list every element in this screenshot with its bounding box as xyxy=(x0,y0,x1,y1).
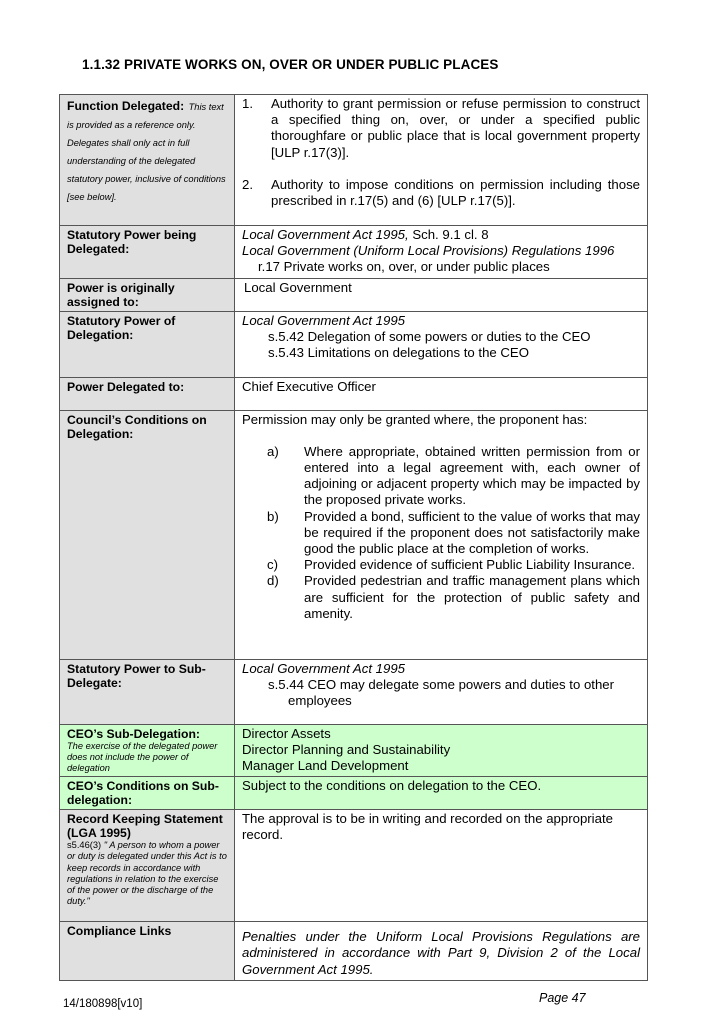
item-number: 1. xyxy=(242,96,253,111)
section-line-continued: employees xyxy=(288,693,352,709)
statutory-power-label: Statutory Power being Delegated: xyxy=(67,228,197,256)
list-item xyxy=(242,177,640,209)
value-cell xyxy=(235,659,648,724)
sub-delegation-note: The exercise of the delegated power does not include the power of delegation xyxy=(67,740,218,774)
delegated-to-value: Chief Executive Officer xyxy=(242,378,376,394)
sub-delegate-value: Director Assets xyxy=(242,725,331,741)
compliance-value: Penalties under the Uniform Local Provisions Regulations are administered in accordance with Part 9, Division 2 of the Local Government Act 1995. xyxy=(242,929,640,977)
item-text: Authority to impose conditions on permission including those prescribed in r.17(5) and (6) [ULP r.17(5)]. xyxy=(271,176,640,209)
regulations-line: Local Government (Uniform Local Provisions) Regulations 1996 xyxy=(242,243,615,259)
sub-delegation-label: CEO’s Sub-Delegation: xyxy=(67,726,200,741)
regulation-item: r.17 Private works on, over, or under public places xyxy=(258,259,550,275)
sub-conditions-value: Subject to the conditions on delegation to the CEO. xyxy=(242,778,542,794)
act-name: Local Government Act 1995, xyxy=(242,227,409,242)
sub-conditions-label: CEO’s Conditions on Sub-delegation: xyxy=(67,779,219,808)
value-cell xyxy=(235,95,648,226)
label-cell xyxy=(60,278,235,311)
record-keeping-note: " A person to whom a power or duty is delegated under this Act is to keep records in accordance with regulations in relation to the exercise of the power or the discharge of the duty." xyxy=(67,840,227,907)
list-item xyxy=(242,509,640,558)
value-cell xyxy=(235,810,648,922)
value-cell xyxy=(235,922,648,981)
act-section: Sch. 9.1 cl. 8 xyxy=(408,227,489,242)
row-ceo-sub-delegation xyxy=(60,724,648,777)
item-letter: d) xyxy=(267,573,279,589)
value-cell xyxy=(235,777,648,810)
row-record-keeping xyxy=(60,810,648,922)
act-line xyxy=(242,227,640,243)
function-note: This text is provided as a reference only. Delegates shall only act in full understanding of the delegated statutory power, inclusive of conditions [see below]. xyxy=(67,102,226,202)
section-line: s.5.42 Delegation of some powers or duties to the CEO xyxy=(268,328,591,344)
conditions-intro: Permission may only be granted where, the proponent has: xyxy=(242,411,588,427)
item-letter: c) xyxy=(267,557,278,573)
item-letter: a) xyxy=(267,443,279,459)
item-text: Authority to grant permission or refuse permission to construct a specified thing on, over, or under a specified public thoroughfare or public place that is local government property [ULP r.17(3)]. xyxy=(271,96,640,160)
row-function-delegated xyxy=(60,95,648,226)
record-keeping-ref: s5.46(3) xyxy=(67,840,104,851)
label-cell xyxy=(60,810,235,922)
record-keeping-value: The approval is to be in writing and recorded on the appropriate record. xyxy=(242,811,613,843)
label-cell xyxy=(60,226,235,279)
power-of-delegation-label: Statutory Power of Delegation: xyxy=(67,313,176,342)
row-council-conditions xyxy=(60,410,648,659)
act-name: Local Government Act 1995 xyxy=(242,660,405,676)
list-item xyxy=(242,96,640,161)
row-originally-assigned xyxy=(60,278,648,311)
sub-delegate-power-label: Statutory Power to Sub-Delegate: xyxy=(67,661,206,690)
record-keeping-label: Record Keeping Statement (LGA 1995) xyxy=(67,812,223,841)
sub-delegate-value: Manager Land Development xyxy=(242,758,409,774)
row-compliance-links xyxy=(60,922,648,981)
item-text: Provided pedestrian and traffic management plans which are sufficient for the protection of public safety and amenity. xyxy=(304,573,640,621)
row-delegated-to xyxy=(60,377,648,410)
label-cell xyxy=(60,777,235,810)
conditions-list xyxy=(242,444,640,622)
section-line: s.5.44 CEO may delegate some powers and duties to other xyxy=(268,676,614,692)
row-statutory-power xyxy=(60,226,648,279)
label-cell xyxy=(60,410,235,659)
value-cell xyxy=(235,377,648,410)
document-reference: 14/180898[v10] xyxy=(63,998,143,1010)
delegation-table xyxy=(59,94,648,981)
list-item xyxy=(242,573,640,622)
page-number: Page 47 xyxy=(539,991,586,1005)
list-item xyxy=(242,557,640,573)
act-name: Local Government Act 1995 xyxy=(242,312,405,328)
compliance-label: Compliance Links xyxy=(67,924,172,939)
label-cell xyxy=(60,95,235,226)
label-cell xyxy=(60,659,235,724)
originally-assigned-label: Power is originally assigned to: xyxy=(67,280,175,309)
council-conditions-label: Council’s Conditions on Delegation: xyxy=(67,412,207,441)
label-cell xyxy=(60,311,235,377)
item-text: Where appropriate, obtained written permission from or entered into a legal agreement with, each owner of adjoining or adjacent property which may be impacted by the proposed private works. xyxy=(304,443,640,508)
item-number: 2. xyxy=(242,176,253,192)
function-list xyxy=(242,96,640,209)
item-text: Provided a bond, sufficient to the value of works that may be required if the proponent does not satisfactorily make good the public place at the completion of works. xyxy=(304,508,640,557)
row-ceo-conditions xyxy=(60,777,648,810)
originally-assigned-value: Local Government xyxy=(244,279,352,295)
value-cell xyxy=(235,724,648,777)
function-label: Function Delegated: xyxy=(67,99,185,113)
section-line: s.5.43 Limitations on delegations to the CEO xyxy=(268,345,529,361)
value-cell xyxy=(235,278,648,311)
item-text: Provided evidence of sufficient Public Liability Insurance. xyxy=(304,557,636,573)
delegated-to-label: Power Delegated to: xyxy=(67,379,185,394)
value-cell xyxy=(235,410,648,659)
value-cell xyxy=(235,311,648,377)
list-item xyxy=(242,444,640,509)
page-title: 1.1.32 PRIVATE WORKS ON, OVER OR UNDER PUBLIC PLACES xyxy=(82,57,499,72)
label-cell xyxy=(60,377,235,410)
row-sub-delegate-power xyxy=(60,659,648,724)
value-cell xyxy=(235,226,648,279)
row-power-of-delegation xyxy=(60,311,648,377)
item-letter: b) xyxy=(267,508,279,524)
label-cell xyxy=(60,922,235,981)
sub-delegate-value: Director Planning and Sustainability xyxy=(242,741,451,757)
label-cell xyxy=(60,724,235,777)
